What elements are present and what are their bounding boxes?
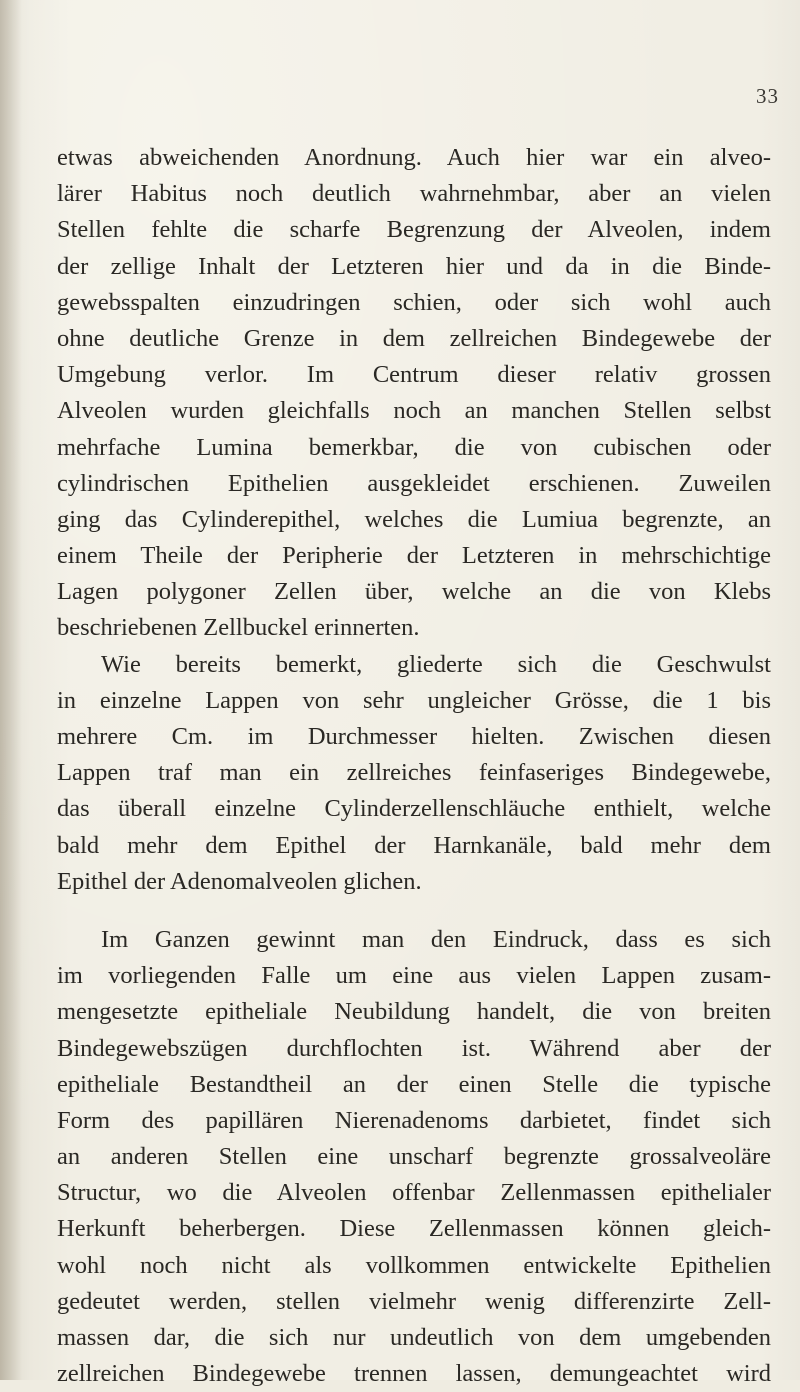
text-line: Im Ganzen gewinnt man den Eindruck, dass es sich — [101, 925, 771, 953]
text-line: ging das Cylinderepithel, welches die Lumiua begrenzte, an — [57, 505, 771, 533]
text-line: Epithel der Adenomalveolen glichen. — [57, 867, 422, 895]
text-line: cylindrischen Epithelien ausgekleidet erschienen. Zuweilen — [57, 469, 771, 497]
page-number: 33 — [756, 84, 779, 108]
text-line: der zellige Inhalt der Letzteren hier und da in die Binde- — [57, 252, 771, 280]
text-line: Alveolen wurden gleichfalls noch an manchen Stellen selbst — [57, 397, 771, 425]
text-line: Lappen traf man ein zellreiches feinfaseriges Bindegewebe, — [57, 759, 771, 787]
text-line: in einzelne Lappen von sehr ungleicher Grösse, die 1 bis — [57, 686, 771, 714]
text-line: etwas abweichenden Anordnung. Auch hier war ein alveo- — [57, 144, 771, 171]
text-line: zellreichen Bindegewebe trennen lassen, demungeachtet wird — [57, 1360, 771, 1388]
text-line: wohl noch nicht als vollkommen entwickelte Epithelien — [57, 1251, 771, 1279]
text-line: mehrere Cm. im Durchmesser hielten. Zwischen diesen — [57, 723, 771, 750]
text-line: Herkunft beherbergen. Diese Zellenmassen können gleich- — [57, 1215, 771, 1243]
text-line: im vorliegenden Falle um eine aus vielen Lappen zusam- — [57, 962, 771, 990]
text-line: an anderen Stellen eine unscharf begrenzte grossalveoläre — [57, 1143, 771, 1171]
text-line: lärer Habitus noch deutlich wahrnehmbar, aber an vielen — [57, 180, 771, 208]
text-line: massen dar, die sich nur undeutlich von dem umgebenden — [57, 1324, 771, 1351]
text-line: Stellen fehlte die scharfe Begrenzung der Alveolen, indem — [57, 216, 771, 244]
page-edge-shadow — [0, 0, 22, 1380]
text-line: mengesetzte epitheliale Neubildung handelt, die von breiten — [57, 998, 771, 1026]
text-line: mehrfache Lumina bemerkbar, die von cubischen oder — [57, 433, 771, 461]
text-line: Structur, wo die Alveolen offenbar Zellenmassen epithelialer — [57, 1179, 771, 1207]
text-line: ohne deutliche Grenze in dem zellreichen Bindegewebe der — [57, 324, 771, 352]
text-line: gedeutet werden, stellen vielmehr wenig differenzirte Zell- — [57, 1287, 771, 1315]
text-line: gewebsspalten einzudringen schien, oder sich wohl auch — [57, 288, 771, 316]
text-line: beschriebenen Zellbuckel erinnerten. — [57, 614, 420, 642]
paragraph-gap — [57, 900, 771, 922]
text-line: Bindegewebszügen durchflochten ist. Während aber der — [57, 1034, 771, 1062]
body-text — [57, 140, 771, 1392]
text-line: Form des papillären Nierenadenoms darbietet, findet sich — [57, 1106, 771, 1134]
text-line: epitheliale Bestandtheil an der einen Stelle die typische — [57, 1070, 771, 1098]
text-line: das überall einzelne Cylinderzellenschläuche enthielt, welche — [57, 795, 771, 823]
text-line: Lagen polygoner Zellen über, welche an die von Klebs — [57, 578, 771, 606]
text-line: bald mehr dem Epithel der Harnkanäle, bald mehr dem — [57, 831, 771, 859]
text-line: Wie bereits bemerkt, gliederte sich die Geschwulst — [101, 650, 771, 678]
text-line: Umgebung verlor. Im Centrum dieser relativ grossen — [57, 361, 771, 389]
text-line: einem Theile der Peripherie der Letzteren in mehrschichtige — [57, 542, 771, 570]
